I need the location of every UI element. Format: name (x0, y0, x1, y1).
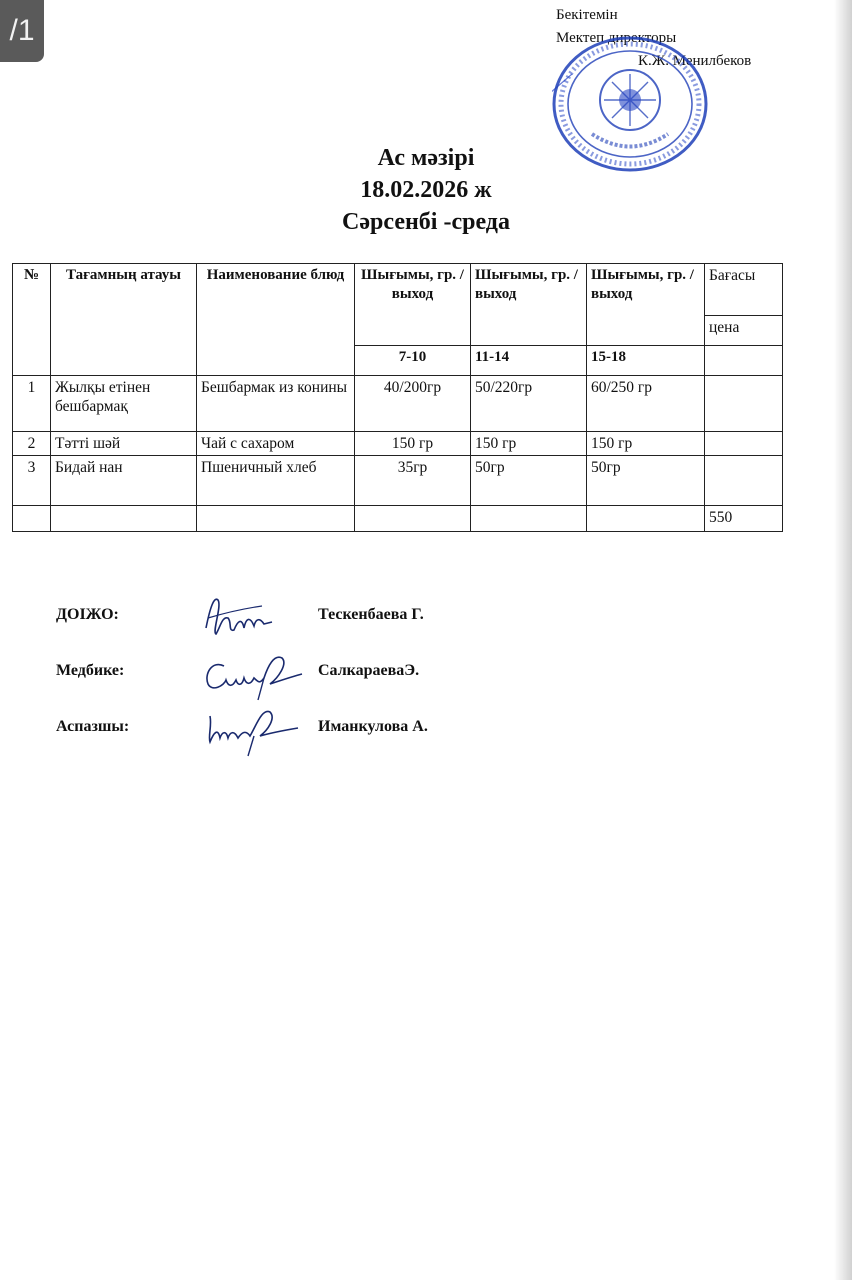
dish-name-ru: Пшеничный хлеб (197, 456, 355, 506)
total-price: 550 (705, 506, 783, 532)
signature-name: Тескенбаева Г. (318, 606, 424, 623)
page-indicator: /1 (0, 0, 44, 62)
approval-line-2: Мектеп директоры (556, 30, 677, 46)
header-dish-name-ru: Наименование блюд (197, 264, 355, 376)
dish-name-kz: Бидай нан (51, 456, 197, 506)
table-row (13, 432, 783, 456)
menu-date: 18.02.2026 ж (360, 177, 492, 203)
signature-row (56, 708, 556, 748)
empty-cell (13, 506, 51, 532)
menu-heading (0, 142, 852, 238)
signature-row (56, 652, 556, 692)
menu-table (12, 263, 783, 532)
signature-row (56, 596, 556, 636)
header-portion-1: Шығымы, гр. / выход (355, 264, 471, 346)
portion-15-18: 50гр (587, 456, 705, 506)
price-cell (705, 376, 783, 432)
empty-cell (197, 506, 355, 532)
signature-name: СалкараеваЭ. (318, 662, 420, 679)
header-price-kz: Бағасы (705, 264, 783, 316)
dish-name-ru: Чай с сахаром (197, 432, 355, 456)
portion-15-18: 60/250 гр (587, 376, 705, 432)
empty-cell (705, 346, 783, 376)
age-group-cell: 11-14 (471, 346, 587, 376)
age-group-cell: 15-18 (587, 346, 705, 376)
row-number: 2 (13, 432, 51, 456)
price-cell (705, 432, 783, 456)
portion-11-14: 50гр (471, 456, 587, 506)
table-header-row (13, 264, 783, 316)
portion-7-10: 35гр (355, 456, 471, 506)
approval-line-3: К.Ж. Менилбеков (638, 53, 752, 69)
table-total-row (13, 506, 783, 532)
approval-line-1: Бекітемін (556, 7, 618, 23)
header-price-ru: цена (705, 316, 783, 346)
signature-role: ДОІЖО: (56, 606, 119, 623)
handwritten-signature (198, 588, 308, 646)
header-number: № (13, 264, 51, 376)
empty-cell (587, 506, 705, 532)
portion-11-14: 50/220гр (471, 376, 587, 432)
signature-role: Медбике: (56, 662, 125, 679)
menu-weekday: Сәрсенбі -среда (342, 209, 510, 235)
handwritten-signature (198, 700, 308, 758)
portion-7-10: 150 гр (355, 432, 471, 456)
empty-cell (355, 506, 471, 532)
signature-name: Иманкулова А. (318, 718, 428, 735)
dish-name-kz: Жылқы етінен бешбармақ (51, 376, 197, 432)
row-number: 1 (13, 376, 51, 432)
row-number: 3 (13, 456, 51, 506)
portion-11-14: 150 гр (471, 432, 587, 456)
header-portion-3: Шығымы, гр. / выход (587, 264, 705, 346)
table-row (13, 456, 783, 506)
dish-name-kz: Тәтті шәй (51, 432, 197, 456)
empty-cell (51, 506, 197, 532)
dish-name-ru: Бешбармак из конины (197, 376, 355, 432)
portion-7-10: 40/200гр (355, 376, 471, 432)
handwritten-signature (198, 644, 308, 702)
price-cell (705, 456, 783, 506)
age-group-cell: 7-10 (355, 346, 471, 376)
menu-title: Ас мәзірі (377, 145, 475, 171)
empty-cell (471, 506, 587, 532)
header-dish-name-kz: Тағамның атауы (51, 264, 197, 376)
table-row (13, 376, 783, 432)
signature-role: Аспазшы: (56, 718, 130, 735)
header-portion-2: Шығымы, гр. / выход (471, 264, 587, 346)
portion-15-18: 150 гр (587, 432, 705, 456)
